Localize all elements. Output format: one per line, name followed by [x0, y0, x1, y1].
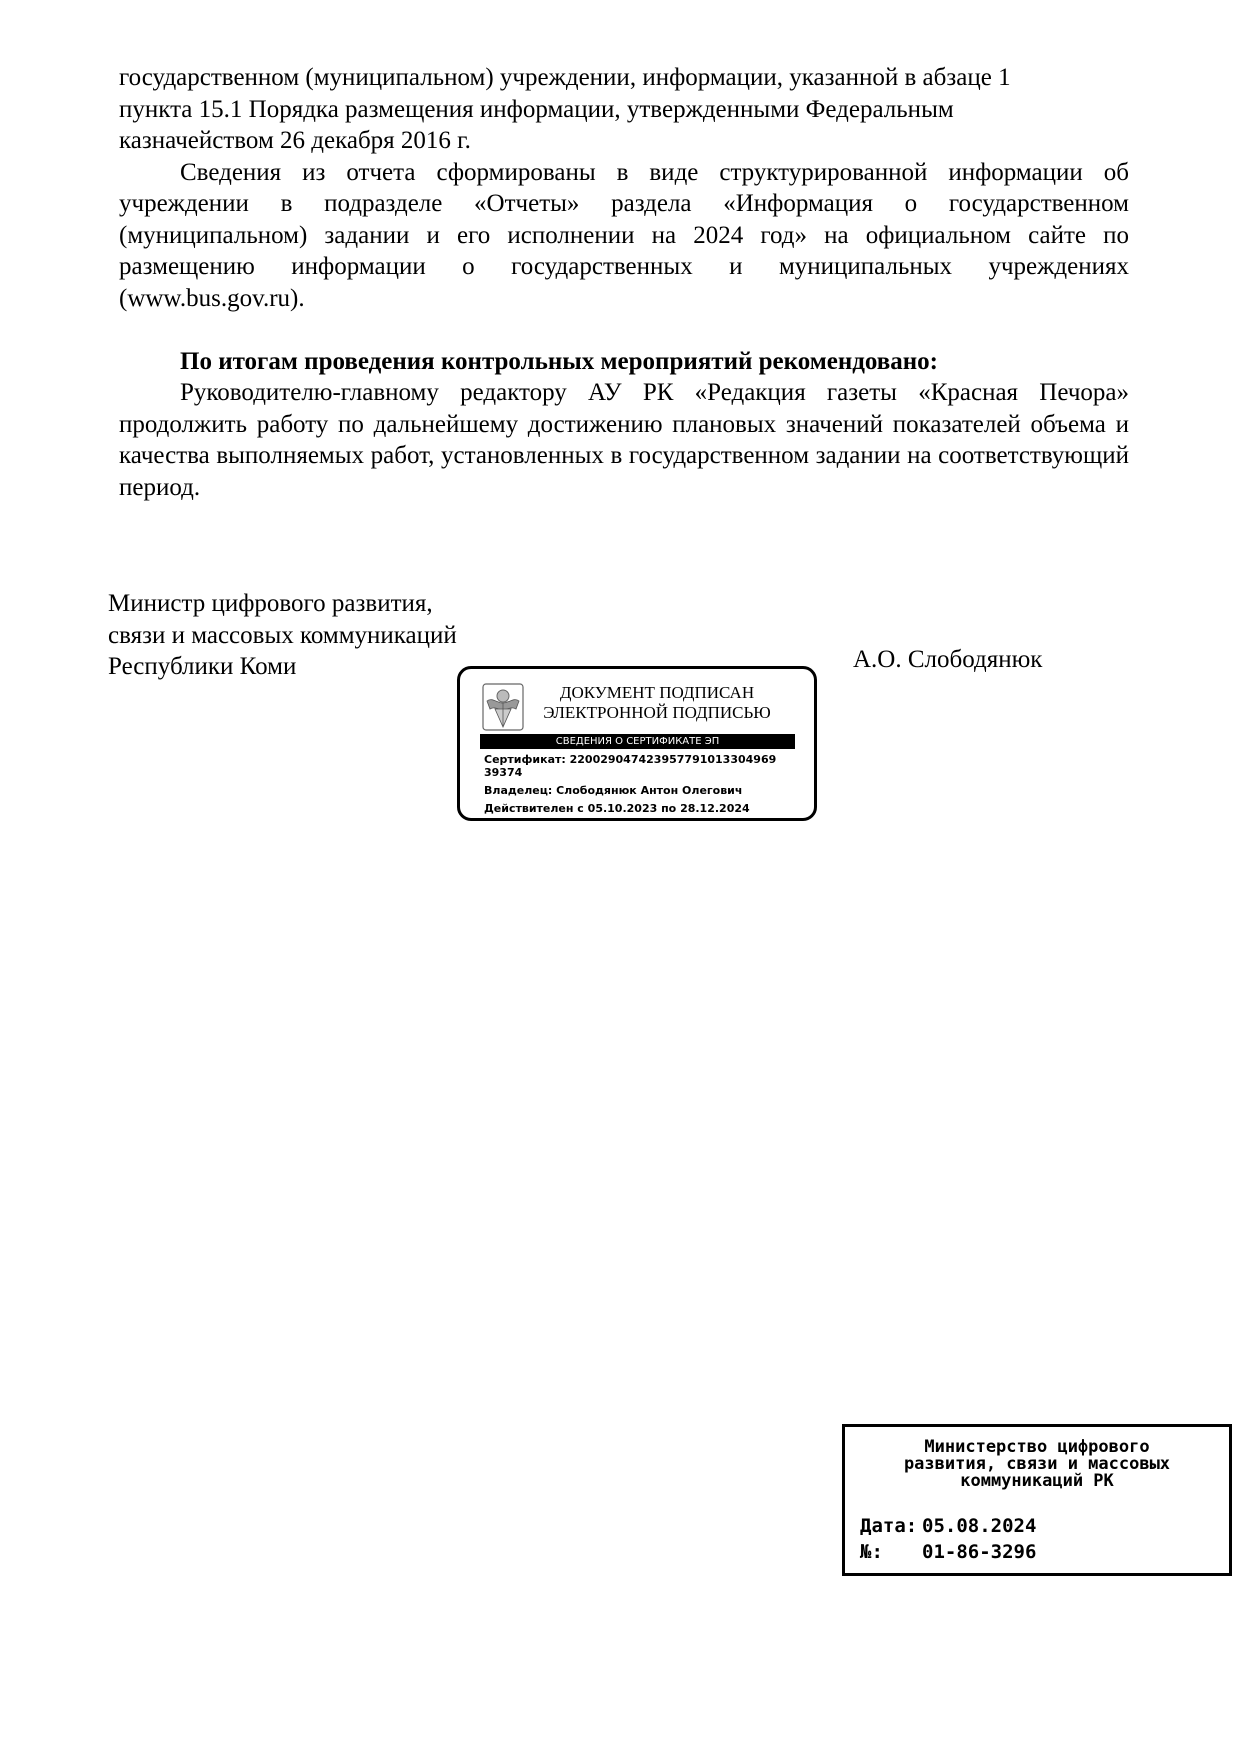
electronic-signature-stamp	[457, 666, 817, 821]
esign-certificate-number-cont: 39374	[484, 766, 523, 779]
esign-validity: Действителен с 05.10.2023 по 28.12.2024	[484, 802, 750, 815]
paragraph-line: государственном (муниципальном) учреждении, информации, указанной в абзаце 1	[119, 64, 1011, 91]
paragraph-line: пункта 15.1 Порядка размещения информации, утвержденными Федеральным	[119, 95, 954, 123]
registration-stamp	[842, 1424, 1232, 1576]
reg-date-row	[860, 1515, 1036, 1537]
esign-header-line: ЭЛЕКТРОННОЙ ПОДПИСЬЮ	[543, 703, 771, 722]
signer-name: А.О. Слободянюк	[853, 646, 1043, 673]
esign-certificate-details	[484, 753, 776, 815]
reg-date-value: 05.08.2024	[922, 1515, 1037, 1537]
signer-title	[108, 588, 457, 683]
signer-title-line: Республики Коми	[108, 653, 297, 680]
paragraph-continued	[119, 62, 1129, 157]
reg-organization-line: Министерство цифрового	[924, 1437, 1150, 1457]
esign-certificate-number: Сертификат: 22002904742395779101330496​9	[484, 753, 777, 766]
paragraph-recommendation: Руководителю-главному редактору АУ РК «Редакция газеты «Красная Печора» продолжить работу по дальнейшему достижению плановых значений показателей объема и качества выполняемых работ, установленных в государственном задании на соответствующий период.	[119, 379, 1129, 501]
reg-organization	[845, 1439, 1229, 1490]
recommendation-heading: По итогам проведения контрольных мероприятий рекомендовано:	[180, 347, 939, 375]
paragraph-line: казначейством 26 декабря 2016 г.	[119, 127, 471, 154]
esign-header-line: ДОКУМЕНТ ПОДПИСАН	[559, 683, 755, 702]
reg-number-label: №:	[860, 1541, 883, 1563]
paragraph-report-info: Сведения из отчета сформированы в виде структурированной информации об учреждении в подразделе «Отчеты» раздела «Информация о государственном (муниципальном) задании и его исполнении на 2024 год» на официальном сайте по размещению информации о государственных и муниципальных учреждениях (www.bus.gov.ru).	[119, 158, 1129, 312]
reg-organization-line: развития, связи и массовых	[903, 1454, 1171, 1474]
reg-date-label: Дата:	[860, 1515, 918, 1537]
document-body	[119, 62, 1129, 503]
signer-title-line: Министр цифрового развития,	[108, 590, 433, 617]
esign-header	[522, 683, 792, 723]
signer-title-line: связи и массовых коммуникаций	[108, 621, 457, 649]
komi-coat-of-arms-icon	[482, 683, 524, 731]
reg-organization-line: коммуникаций РК	[960, 1471, 1114, 1491]
esign-cert-section-bar: СВЕДЕНИЯ О СЕРТИФИКАТЕ ЭП	[480, 734, 795, 749]
esign-owner: Владелец: Слободянюк Антон Олегович	[484, 784, 743, 797]
reg-number-row	[860, 1541, 1036, 1563]
reg-number-value: 01-86-3296	[922, 1541, 1037, 1563]
